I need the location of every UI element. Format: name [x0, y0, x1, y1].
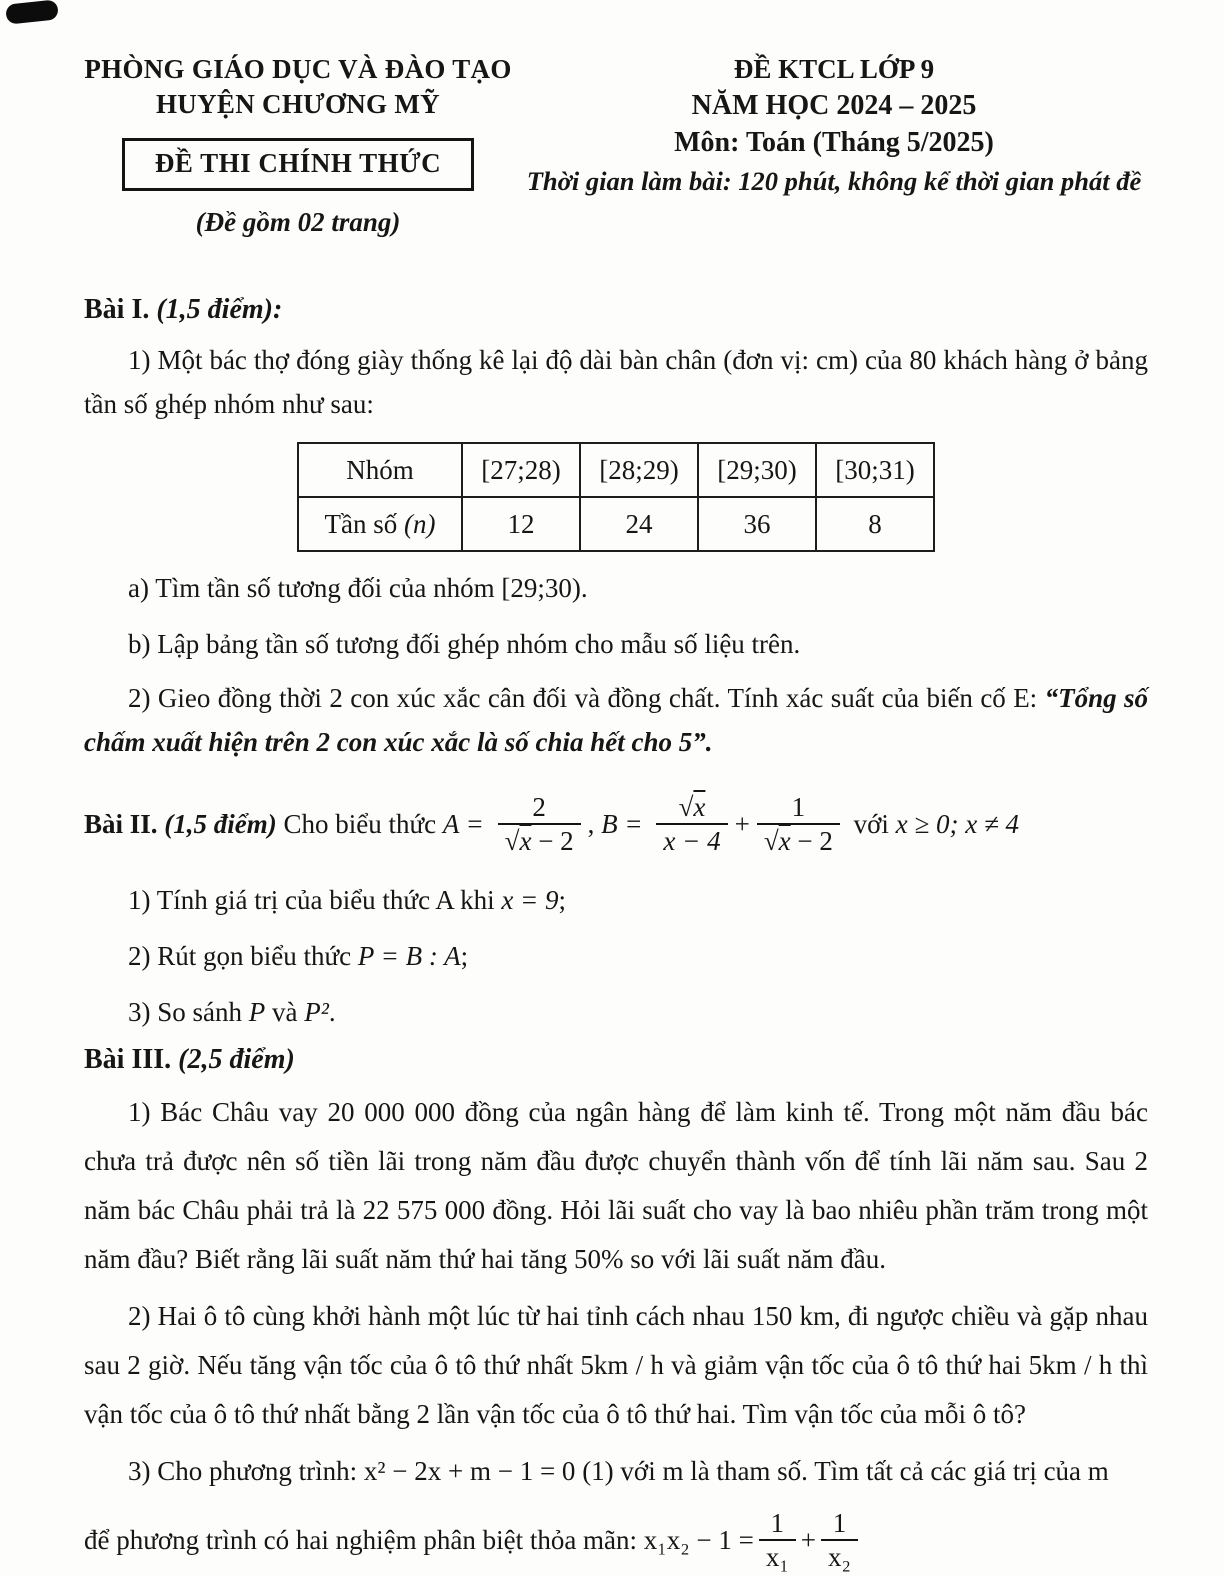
radicand: x: [693, 792, 706, 822]
table-cell-group-4: [30;31): [816, 443, 934, 497]
bai2-item-2-end: ;: [460, 941, 469, 971]
fraction-x1-denominator: x₁: [765, 1542, 789, 1572]
fraction-B1-denominator: x − 4: [663, 826, 721, 856]
bai3-heading: [84, 1044, 1148, 1076]
bai2-item-1-end: ;: [558, 885, 567, 915]
bai2-points: (1,5 điểm): [164, 809, 277, 840]
sqrt-symbol: √: [763, 826, 779, 856]
table-cell-group-label: Nhóm: [298, 443, 462, 497]
bai3-condition-line: [84, 1510, 1148, 1576]
header-left: [84, 52, 512, 238]
org-name-line-2: HUYỆN CHƯƠNG MỸ: [156, 89, 440, 119]
fraction-B1-numerator: [672, 791, 713, 823]
bai2-item-3-mid: và: [265, 997, 305, 1027]
bai2-title: Bài II.: [84, 809, 158, 840]
bai2-item-1-math: x = 9: [501, 885, 559, 915]
fraction-x2: [821, 1507, 858, 1573]
table-cell-freq-label: [298, 497, 462, 551]
bai1-item-2-text: 2) Gieo đồng thời 2 con xúc xắc cân đối và đồng chất. Tính xác suất của biến cố E:: [128, 683, 1045, 713]
fraction-B2-denominator: [757, 825, 840, 857]
sqrt-symbol: √: [678, 792, 694, 822]
bai3-points: (2,5 điểm): [178, 1044, 295, 1075]
fraction-A: [498, 791, 581, 857]
bai1-item-1-text: 1) Một bác thợ đóng giày thống kê lại độ dài bàn chân (đơn vị: cm) của 80 khách hàng ở bảng tần số ghép nhóm như sau:: [84, 345, 1148, 419]
fraction-B2-numerator: 1: [791, 792, 806, 822]
domain-condition: x ≥ 0; x ≠ 4: [895, 809, 1020, 840]
official-exam-box: ĐỀ THI CHÍNH THỨC: [122, 138, 474, 191]
fraction-A-numerator: 2: [532, 792, 546, 822]
bai3-item-3-rest: (1) với m là tham số. Tìm tất cả các giá trị của m: [575, 1456, 1109, 1486]
bai3-item-3-equation: x² − 2x + m − 1 = 0: [363, 1456, 576, 1486]
table-row-groups: [298, 443, 934, 497]
bai1-item-a: a) Tìm tần số tương đối của nhóm [29;30).: [128, 573, 588, 603]
header: [84, 52, 1148, 238]
radicand: x: [778, 826, 791, 856]
bai2-item-2: [128, 934, 1148, 978]
page-count-note: (Đề gồm 02 trang): [195, 207, 401, 237]
plus-sign: +: [734, 809, 750, 840]
subject-line: Môn: Toán (Tháng 5/2025): [674, 127, 994, 158]
bai1-item-2-event: “Tổng số chấm xuất hiện trên 2 con xúc xắc là số chia hết cho 5”.: [84, 683, 1148, 757]
bai1-title: Bài I.: [84, 294, 150, 325]
school-year: NĂM HỌC 2024 – 2025: [691, 90, 977, 121]
table-cell-freq-2: 24: [580, 497, 698, 551]
bai2-item-3-text: 3) So sánh: [128, 997, 249, 1027]
denominator-rest: − 2: [790, 826, 833, 856]
bai3-condition-text: để phương trình có hai nghiệm phân biệt thỏa mãn:: [84, 1525, 644, 1556]
fraction-A-denominator: [498, 825, 581, 857]
with-word: với: [846, 809, 896, 840]
bai2-item-3: [128, 990, 1148, 1034]
bai2-heading: [84, 794, 1148, 860]
radicand: x: [519, 826, 532, 856]
sqrt-symbol: √: [504, 826, 520, 856]
header-right: [512, 52, 1148, 200]
freq-label-n: (n): [404, 508, 436, 539]
bai3-item-3-lead: 3) Cho phương trình:: [128, 1456, 364, 1486]
fraction-B2: [757, 791, 840, 857]
duration-line: Thời gian làm bài: 120 phút, không kể thời gian phát đề: [526, 166, 1142, 196]
comma: ,: [587, 809, 602, 840]
bai1-points: (1,5 điểm):: [156, 294, 283, 325]
bai3-item-2-text: 2) Hai ô tô cùng khởi hành một lúc từ hai tỉnh cách nhau 150 km, đi ngược chiều và gặp nhau sau 2 giờ. Nếu tăng vận tốc của ô tô thứ nhất 5km / h và giảm vận tốc của ô tô thứ hai 5km / h thì vận tốc của ô tô thứ nhất bằng 2 lần vận tốc của ô tô thứ hai. Tìm vận tốc của mỗi ô tô?: [84, 1301, 1148, 1429]
bai3-item-3-text: [84, 1447, 1148, 1496]
table-cell-group-2: [28;29): [580, 443, 698, 497]
bai1-item-2: [84, 676, 1148, 764]
fraction-B1: [656, 791, 727, 857]
exam-title: ĐỀ KTCL LỚP 9: [733, 54, 935, 84]
bai3-body: [84, 1088, 1148, 1496]
bai2-intro: Cho biểu thức: [283, 809, 443, 840]
table-cell-group-1: [27;28): [462, 443, 580, 497]
denominator-rest: − 2: [531, 826, 574, 856]
bai3-item-1-text: 1) Bác Châu vay 20 000 000 đồng của ngân hàng để làm kinh tế. Trong một năm đầu bác chưa trả được nên số tiền lãi trong năm đầu được chuyển thành vốn để tính lãi năm sau. Sau 2 năm bác Châu phải trả là 22 575 000 đồng. Hỏi lãi suất cho vay là bao nhiêu phần trăm trong một năm đầu? Biết rằng lãi suất năm thứ hai tăng 50% so với lãi suất năm đầu.: [84, 1097, 1148, 1274]
scan-artifact: [5, 0, 59, 25]
plus-sign: +: [800, 1525, 816, 1556]
bai2-item-1-text: 1) Tính giá trị của biểu thức A khi: [128, 885, 502, 915]
bai2-item-2-text: 2) Rút gọn biểu thức: [128, 941, 358, 971]
bai2-item-3-math-1: P: [248, 997, 266, 1027]
bai3-title: Bài III.: [84, 1044, 172, 1075]
bai3-condition-lhs: x₁x₂ − 1 =: [643, 1525, 754, 1556]
fraction-x2-numerator: 1: [832, 1508, 847, 1538]
formula-B-lhs: B =: [601, 809, 650, 840]
bai2-item-3-math-2: P²: [304, 997, 329, 1027]
formula-A-lhs: A =: [442, 809, 491, 840]
table-cell-freq-4: 8: [816, 497, 934, 551]
org-name-line-1: PHÒNG GIÁO DỤC VÀ ĐÀO TẠO: [84, 54, 512, 84]
bai2-item-3-end: .: [328, 997, 336, 1027]
table-cell-freq-1: 12: [462, 497, 580, 551]
table-row-frequencies: [298, 497, 934, 551]
table-cell-freq-3: 36: [698, 497, 816, 551]
fraction-x2-denominator: x₂: [827, 1542, 851, 1572]
table-cell-group-3: [29;30): [698, 443, 816, 497]
freq-label-text: Tần số: [324, 508, 404, 539]
bai1-item-b: b) Lập bảng tần số tương đối ghép nhóm cho mẫu số liệu trên.: [128, 629, 801, 659]
bai2-item-1: [128, 878, 1148, 922]
fraction-x1-numerator: 1: [770, 1508, 785, 1538]
bai2-item-2-math: P = B : A: [357, 941, 461, 971]
bai1-heading: [84, 294, 1148, 326]
fraction-x1: [759, 1507, 796, 1573]
frequency-table: [297, 442, 935, 552]
